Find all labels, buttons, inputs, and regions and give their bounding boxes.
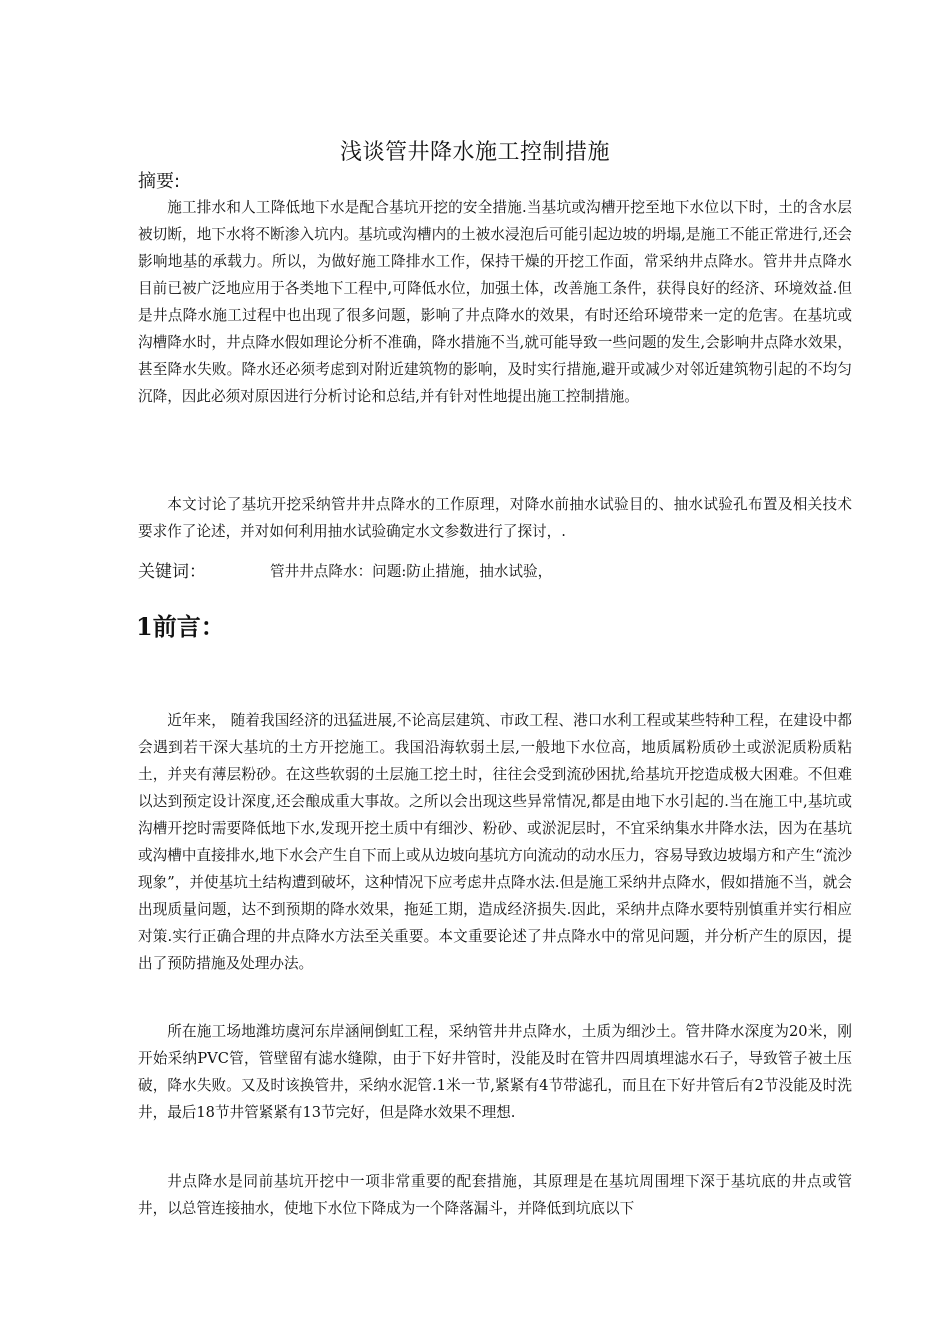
keywords-line <box>138 558 852 586</box>
keywords-value: 管井井点降水：问题:防止措施，抽水试验， <box>270 563 553 580</box>
body-paragraph: 所在施工场地潍坊虞河东岸涵闸倒虹工程，采纳管井井点降水，土质为细沙土。管井降水深度为20米，刚开始采纳PVC管，管壁留有滤水缝隙，由于下好井管时，没能及时在管井四周填埋滤水石子，导致管子被土压破，降水失败。又及时该换管井，采纳水泥管.1米一节,紧紧有4节带滤孔，而且在下好井管后有2节没能及时洗井，最后18节井管紧紧有13节完好，但是降水效果不理想. <box>138 1023 852 1121</box>
abstract-paragraph: 施工排水和人工降低地下水是配合基坑开挖的安全措施.当基坑或沟槽开挖至地下水位以下时，土的含水层被切断，地下水将不断渗入坑内。基坑或沟槽内的土被水浸泡后可能引起边坡的坍塌,是施工不能正常进行,还会影响地基的承载力。所以，为做好施工降排水工作，保持干燥的开挖工作面，常采纳井点降水。管井井点降水目前已被广泛地应用于各类地下工程中,可降低水位，加强土体，改善施工条件，获得良好的经济、环境效益.但是井点降水施工过程中也出现了很多问题，影响了井点降水的效果，有时还给环境带来一定的危害。在基坑或沟槽降水时，井点降水假如理论分析不准确，降水措施不当,就可能导致一些问题的发生,会影响井点降水效果，甚至降水失败。降水还必须考虑到对附近建筑物的影响，及时实行措施,避开或减少对邻近建筑物引起的不均匀沉降，因此必须对原因进行分析讨论和总结,并有针对性地提出施工控制措施。 <box>138 199 852 405</box>
section-heading-introduction: 1前言： <box>136 612 225 641</box>
body-paragraph: 近年来， 随着我国经济的迅猛进展,不论高层建筑、市政工程、港口水利工程或某些特种工程，在建设中都会遇到若干深大基坑的土方开挖施工。我国沿海软弱土层,一般地下水位高，地质属粉质砂土或淤泥质粉质粘土，并夹有薄层粉砂。在这些软弱的土层施工挖土时，往往会受到流砂困扰,给基坑开挖造成极大困难。不但难以达到预定设计深度,还会酿成重大事故。之所以会出现这些异常情况,都是由地下水引起的.当在施工中,基坑或沟槽开挖时需要降低地下水,发现开挖土质中有细沙、粉砂、或淤泥层时，不宜采纳集水井降水法，因为在基坑或沟槽中直接排水,地下水会产生自下而上或从边坡向基坑方向流动的动水压力，容易导致边坡塌方和产生“流沙现象”，并使基坑土结构遭到破坏，这种情况下应考虑井点降水法.但是施工采纳井点降水，假如措施不当，就会出现质量问题，达不到预期的降水效果，拖延工期，造成经济损失.因此，采纳井点降水要特别慎重并实行相应对策.实行正确合理的井点降水方法至关重要。本文重要论述了井点降水中的常见问题，并分析产生的原因，提出了预防措施及处理办法。 <box>138 712 852 972</box>
body-paragraph: 井点降水是同前基坑开挖中一项非常重要的配套措施，其原理是在基坑周围埋下深于基坑底的井点或管井，以总管连接抽水，使地下水位下降成为一个降落漏斗，并降低到坑底以下 <box>138 1173 852 1217</box>
keywords-label: 关键词： <box>138 562 206 582</box>
abstract-heading: 摘要: <box>138 171 181 192</box>
document-title: 浅谈管井降水施工控制措施 <box>339 140 610 165</box>
abstract-paragraph: 本文讨论了基坑开挖采纳管井井点降水的工作原理，对降水前抽水试验目的、抽水试验孔布置及相关技术要求作了论述，并对如何利用抽水试验确定水文参数进行了探讨，. <box>138 496 852 540</box>
